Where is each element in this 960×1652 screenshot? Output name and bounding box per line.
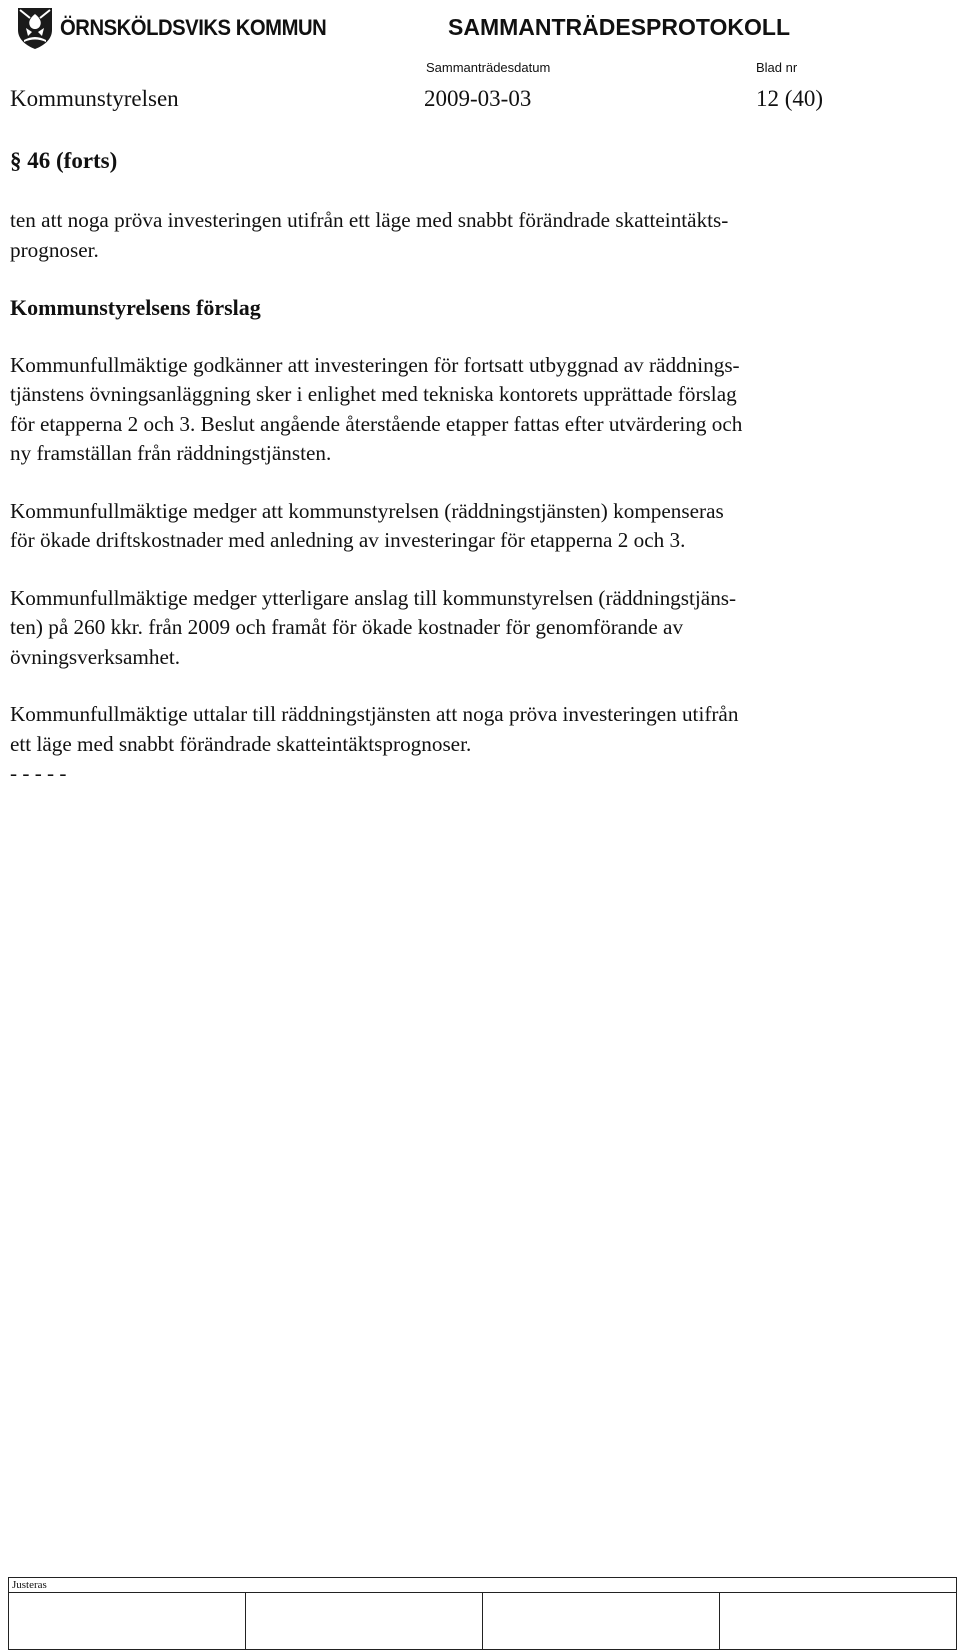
signature-label-cell xyxy=(9,1578,957,1593)
text-line: ten att noga pröva investeringen utifrån ett läge med snabbt förändrade skatteintäkts- xyxy=(10,208,729,232)
end-mark: - - - - - xyxy=(10,761,67,785)
signature-table xyxy=(8,1577,957,1650)
municipality-logo xyxy=(16,6,349,50)
signature-cell xyxy=(246,1593,483,1650)
text-line: Kommunfullmäktige uttalar till räddningstjänsten att noga pröva investeringen utifrån xyxy=(10,702,739,726)
text-line: övningsverksamhet. xyxy=(10,644,181,669)
proposal-paragraph-4 xyxy=(10,700,950,759)
document-type: SAMMANTRÄDESPROTOKOLL xyxy=(448,14,791,40)
intro-paragraph xyxy=(10,206,950,265)
text-line: Kommunfullmäktige godkänner att investeringen för fortsatt utbyggnad av räddnings- xyxy=(10,352,740,377)
page-number: 12 (40) xyxy=(756,86,824,111)
text-line: ny framställan från räddningstjänsten. xyxy=(10,441,332,465)
proposal-paragraph-1 xyxy=(10,351,950,469)
text-line: ten) på 260 kkr. från 2009 och framåt för ökade kostnader för genomförande av xyxy=(10,615,684,639)
date-label: Sammanträdesdatum xyxy=(426,60,551,75)
text-line: prognoser. xyxy=(10,237,99,262)
signature-cell xyxy=(483,1593,720,1650)
signature-cell xyxy=(9,1593,246,1650)
text-line: för ökade driftskostnader med anledning av investeringar för etapperna 2 och 3. xyxy=(10,528,686,552)
meeting-date: 2009-03-03 xyxy=(424,86,532,111)
committee-name: Kommunstyrelsen xyxy=(10,86,179,111)
page-label: Blad nr xyxy=(756,60,798,75)
text-line: Kommunfullmäktige medger att kommunstyrelsen (räddningstjänsten) kompenseras xyxy=(10,498,724,523)
proposal-paragraph-3 xyxy=(10,584,950,673)
municipality-name: ÖRNSKÖLDSVIKS KOMMUN xyxy=(60,15,327,40)
proposal-heading: Kommunstyrelsens förslag xyxy=(10,295,261,320)
text-line: tjänstens övningsanläggning sker i enlighet med tekniska kontorets upprättade förslag xyxy=(10,382,737,406)
proposal-paragraph-2 xyxy=(10,497,950,556)
signature-cell xyxy=(720,1593,957,1650)
text-line: ett läge med snabbt förändrade skatteintäktsprognoser. xyxy=(10,731,472,756)
coat-of-arms-icon xyxy=(16,6,54,50)
section-title: § 46 (forts) xyxy=(10,148,118,173)
document-body xyxy=(10,206,950,789)
signature-label: Justeras xyxy=(12,1579,47,1591)
text-line: för etapperna 2 och 3. Beslut angående återstående etapper fattas efter utvärdering och xyxy=(10,411,743,436)
text-line: Kommunfullmäktige medger ytterligare anslag till kommunstyrelsen (räddningstjäns- xyxy=(10,585,737,610)
